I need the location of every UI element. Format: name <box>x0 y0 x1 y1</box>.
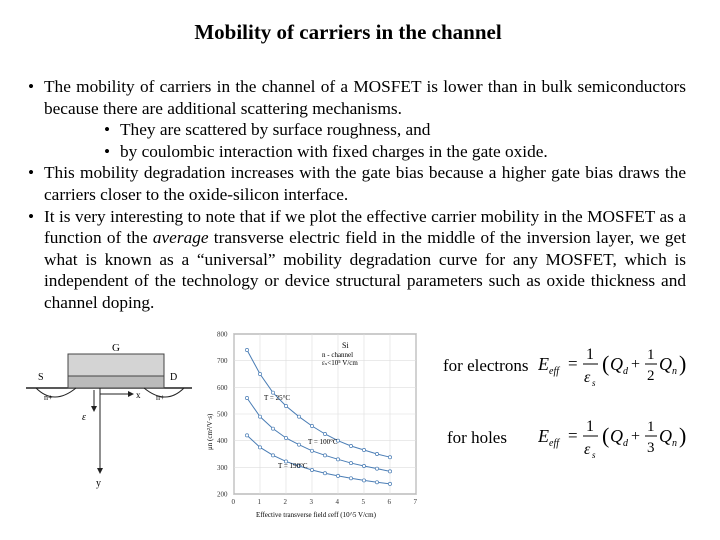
x-tick-label: 7 <box>413 498 417 506</box>
left-paren: ( <box>602 423 610 448</box>
bullet-text: transverse electric field in the middle of the inversion layer, we get what is known as a “universal” mobility degradation curve for any MOSFET, which is independent of the technology or device structural parameters such as oxide thickness and channel doping. <box>44 228 686 312</box>
formula-plus: + <box>631 428 641 445</box>
formula-coef-den: 3 <box>647 440 655 456</box>
source-nplus-label: n+ <box>44 393 53 402</box>
x-tick-label: 1 <box>257 498 261 506</box>
series-label-25c: T = 25°C <box>264 394 291 402</box>
data-point <box>336 458 339 461</box>
x-tick-label: 5 <box>361 498 365 506</box>
formula-denominator-sub: s <box>592 450 596 460</box>
chart-x-ticks <box>232 498 418 506</box>
data-point <box>245 348 248 351</box>
right-paren: ) <box>679 423 687 448</box>
data-point <box>297 415 300 418</box>
formula-numerator: 1 <box>586 346 594 363</box>
chart-x-label: Effective transverse field εeff (10^5 V/cm) <box>256 511 376 519</box>
field-label: ε <box>82 412 86 423</box>
data-point <box>310 424 313 427</box>
formula-lhs-sub: eff <box>549 366 559 377</box>
effective-field-formula-electrons <box>538 342 698 390</box>
bullet-list <box>28 76 686 314</box>
formula-qd-sub: d <box>623 438 628 449</box>
series-label-100c: T = 100°C <box>308 438 338 446</box>
formula-qn-sub: n <box>672 366 677 377</box>
effective-field-formula-holes <box>538 414 698 462</box>
emphasis-text: average <box>152 228 209 248</box>
formula-qn: Q <box>659 426 672 446</box>
left-paren: ( <box>602 351 610 376</box>
bullet-item: • The mobility of carriers in the channel of a MOSFET is lower than in bulk semiconductors because there are additional scattering mechanisms. <box>28 76 686 119</box>
x-tick-label: 3 <box>309 498 313 506</box>
x-arrow-head <box>128 391 134 397</box>
sub-bullet-item: • They are scattered by surface roughness, and <box>28 119 686 141</box>
formula-qn-sub: n <box>672 438 677 449</box>
slide-title: Mobility of carriers in the channel <box>194 20 502 44</box>
y-tick-label: 700 <box>217 357 228 366</box>
chart-y-label: μn (cm²/V·s) <box>206 413 214 450</box>
bullet-item <box>28 206 686 314</box>
chart-legend-line: εₛ<10⁵ V/cm <box>322 359 358 367</box>
formula-denominator: ε <box>584 441 591 458</box>
series-label-190c: T = 190°C <box>278 462 308 470</box>
chart-y-ticks <box>217 331 228 499</box>
data-point <box>271 427 274 430</box>
data-point <box>284 436 287 439</box>
chart-legend-line: Si <box>342 341 349 350</box>
data-point <box>310 468 313 471</box>
formula-qd-sub: d <box>623 366 628 377</box>
formula-lhs-sub: eff <box>549 438 559 449</box>
data-point <box>258 446 261 449</box>
y-tick-label: 800 <box>217 330 228 339</box>
bullet-text: It is very interesting to note that if we plot the effective carrier mobility in the MOSFET as a function of the <box>44 206 686 248</box>
data-point <box>245 396 248 399</box>
data-point <box>362 479 365 482</box>
gate-label: G <box>112 342 120 354</box>
formula-plus: + <box>631 356 641 373</box>
bullet-item: • This mobility degradation increases with the gate bias because a higher gate bias draws the carriers closer to the oxide-silicon interface. <box>28 162 686 205</box>
y-tick-label: 500 <box>217 410 228 419</box>
formula-qd: Q <box>610 354 623 374</box>
data-point <box>388 482 391 485</box>
formula-qn: Q <box>659 354 672 374</box>
x-tick-label: 2 <box>283 498 287 506</box>
data-point <box>297 443 300 446</box>
y-tick-label: 200 <box>217 490 228 499</box>
y-tick-label: 400 <box>217 437 228 446</box>
x-tick-label: 4 <box>335 498 339 506</box>
source-region <box>36 388 76 397</box>
formula-qd: Q <box>610 426 623 446</box>
x-tick-label: 6 <box>387 498 391 506</box>
formula-numerator: 1 <box>586 418 594 435</box>
data-point <box>258 415 261 418</box>
x-label: x <box>136 390 141 400</box>
equation-label: for electrons <box>443 356 529 375</box>
data-point <box>375 481 378 484</box>
data-point <box>310 449 313 452</box>
data-point <box>375 452 378 455</box>
formula-lhs: E <box>538 426 549 446</box>
y-label: y <box>96 478 101 489</box>
y-tick-label: 300 <box>217 463 228 472</box>
formula-coef-num: 1 <box>647 419 655 435</box>
data-point <box>323 472 326 475</box>
data-point <box>388 470 391 473</box>
formula-lhs: E <box>538 354 549 374</box>
formula-coef-num: 1 <box>647 347 655 363</box>
x-tick-label: 0 <box>231 498 235 506</box>
data-point <box>362 448 365 451</box>
data-point <box>271 454 274 457</box>
chart-legend-line: n - channel <box>322 351 354 359</box>
equation-label: for holes <box>447 428 507 447</box>
data-point <box>258 372 261 375</box>
source-label: S <box>38 372 44 383</box>
mosfet-diagram <box>24 340 194 490</box>
y-arrow-head <box>97 468 103 474</box>
formula-equals: = <box>568 426 578 445</box>
data-point <box>388 456 391 459</box>
data-point <box>284 404 287 407</box>
data-point <box>323 454 326 457</box>
gate-oxide <box>68 376 164 388</box>
data-point <box>362 464 365 467</box>
data-point <box>245 434 248 437</box>
gate-block <box>68 354 164 376</box>
sub-bullet-item: • by coulombic interaction with fixed charges in the gate oxide. <box>28 141 686 163</box>
data-point <box>349 444 352 447</box>
drain-nplus-label: n+ <box>156 393 165 402</box>
formula-denominator: ε <box>584 369 591 386</box>
data-point <box>336 474 339 477</box>
mobility-chart <box>192 322 427 540</box>
data-point <box>349 461 352 464</box>
data-point <box>349 477 352 480</box>
drain-label: D <box>170 372 178 383</box>
formula-coef-den: 2 <box>647 368 655 384</box>
y-tick-label: 600 <box>217 383 228 392</box>
data-point <box>375 467 378 470</box>
formula-denominator-sub: s <box>592 378 596 388</box>
data-point <box>323 432 326 435</box>
field-arrow-head <box>91 406 97 412</box>
formula-equals: = <box>568 354 578 373</box>
right-paren: ) <box>679 351 687 376</box>
